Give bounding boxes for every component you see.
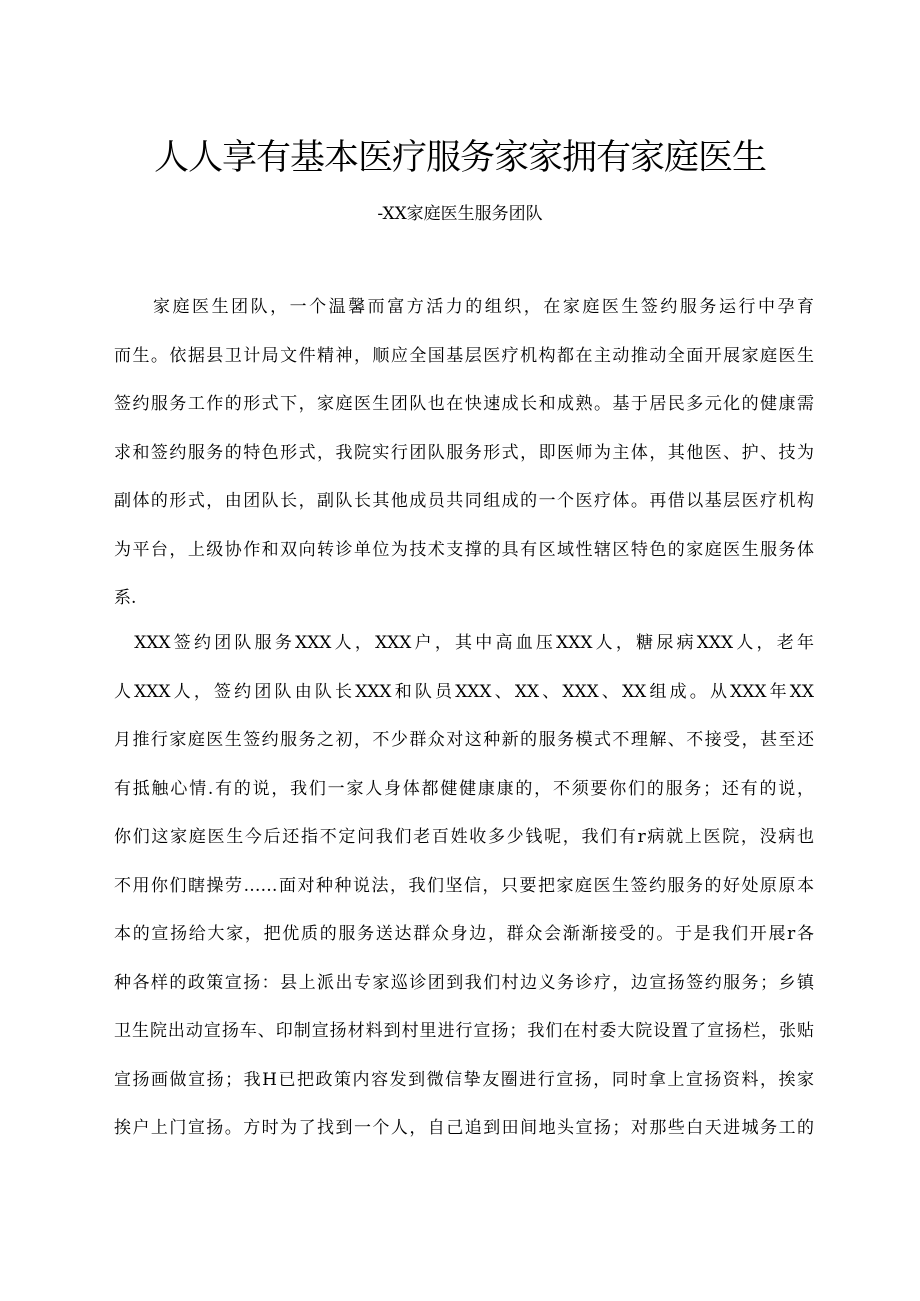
paragraph-line: 月推行家庭医生签约服务之初，不少群众对这种新的服务模式不理解、不接受，甚至还	[114, 730, 814, 750]
paragraph-line: 种各样的政策宣扬：县上派出专家巡诊团到我们村边义务诊疗，边宣扬签约服务；乡镇	[114, 972, 814, 993]
paragraph-line: XXX签约团队服务XXX人，XXX户，其中高血压XXX人，糖尿病XXX人，老年	[114, 633, 814, 653]
paragraph-line: 家庭医生团队，一个温馨而富方活力的组织，在家庭医生签约服务运行中孕育	[114, 297, 814, 317]
paragraph-line: 签约服务工作的形式下，家庭医生团队也在快速成长和成熟。基于居民多元化的健康需	[114, 394, 814, 414]
paragraph-line: 副体的形式，由团队长，副队长其他成员共同组成的一个医疗体。再借以基层医疗机构	[114, 491, 814, 511]
paragraph-line: 你们这家庭医生今后还指不定问我们老百姓收多少钱呢，我们有r病就上医院，没病也	[114, 827, 814, 847]
paragraph-line: 而生。依据县卫计局文件精神，顺应全国基层医疗机构都在主动推动全面开展家庭医生	[114, 345, 814, 366]
document-subtitle: -XX家庭医生服务团队	[377, 204, 543, 224]
paragraph-line: 不用你们瞎操劳……面对种种说法，我们坚信，只要把家庭医生签约服务的好处原原本	[114, 875, 814, 896]
paragraph-line: 宣扬画做宣扬；我H已把政策内容发到微信挚友圈进行宣扬，同时拿上宣扬资料，挨家	[114, 1069, 814, 1090]
paragraph-line: 卫生院出动宣扬车、印制宣扬材料到村里进行宣扬；我们在村委大院设置了宣扬栏，张贴	[114, 1021, 814, 1041]
document-title: 人人享有基本医疗服务家家拥有家庭医生	[153, 138, 766, 178]
paragraph-line: 求和签约服务的特色形式，我院实行团队服务形式，即医师为主体，其他医、护、技为	[114, 442, 814, 463]
paragraph-line: 有抵触心情.有的说，我们一家人身体都健健康康的，不须要你们的服务；还有的说，	[114, 778, 814, 799]
paragraph-line: 系.	[114, 588, 137, 608]
paragraph-line: 为平台，上级协作和双向转诊单位为技术支撑的具有区域性辖区特色的家庭医生服务体	[114, 539, 814, 560]
paragraph-1	[114, 283, 814, 623]
paragraph-line: 人XXX人，签约团队由队长XXX和队员XXX、XX、XXX、XX组成。从XXX年XX	[114, 681, 814, 702]
paragraph-line: 本的宣扬给大家，把优质的服务送达群众身边，群众会渐渐接受的。于是我们开展r各	[114, 924, 814, 944]
paragraph-line: 挨户上门宣扬。方时为了找到一个人，自己追到田间地头宣扬；对那些白天进城务工的	[114, 1118, 814, 1138]
paragraph-2	[114, 619, 814, 1153]
